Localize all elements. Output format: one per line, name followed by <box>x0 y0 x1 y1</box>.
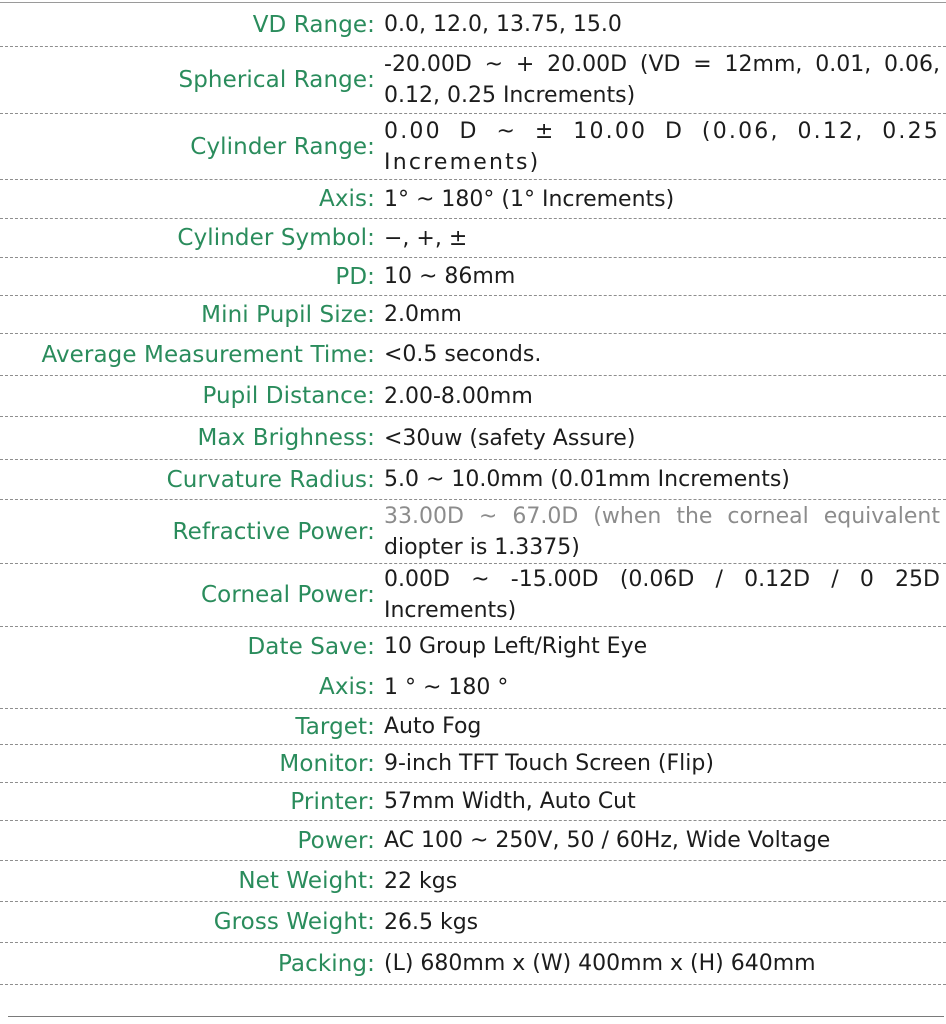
spec-value: 26.5 kgs <box>384 909 479 935</box>
spec-label: Printer <box>290 788 368 815</box>
spec-value: AC 100 ~ 250V, 50 / 60Hz, Wide Voltage <box>384 828 831 853</box>
spec-label: VD Range <box>252 11 368 38</box>
spec-value: 0.00D ~ -15.00D (0.06D / 0.12D / 0 25D Increments) <box>384 567 940 623</box>
spec-label: Curvature Radius <box>166 466 368 493</box>
spec-row-axis: Axis: 1° ~ 180° (1° Increments) <box>0 180 946 219</box>
spec-value: −, +, ± <box>384 225 468 251</box>
spec-label: Target <box>295 713 368 740</box>
spec-value: Auto Fog <box>384 714 482 739</box>
spec-label: Axis <box>319 674 368 700</box>
spec-value: -20.00D ~ + 20.00D (VD = 12mm, 0.01, 0.06, 0.12, 0.25 Increments) <box>384 52 940 108</box>
spec-label: Net Weight <box>238 868 368 894</box>
spec-table <box>0 3 946 985</box>
spec-row-mini-pupil-size: Mini Pupil Size: 2.0mm <box>0 296 946 334</box>
spec-row-axis-2: Axis: 1 ° ~ 180 ° <box>0 666 946 709</box>
spec-value: 0.00 D ~ ± 10.00 D (0.06, 0.12, 0.25 Increments) <box>384 118 940 175</box>
spec-row-gross-weight: Gross Weight: 26.5 kgs <box>0 902 946 943</box>
spec-label: Average Measurement Time <box>41 341 368 368</box>
spec-row-packing: Packing: (L) 680mm x (W) 400mm x (H) 640mm <box>0 943 946 985</box>
spec-value <box>375 501 946 563</box>
spec-row-date-save: Date Save: 10 Group Left/Right Eye <box>0 627 946 666</box>
spec-row-net-weight: Net Weight: 22 kgs <box>0 861 946 902</box>
spec-row-power: Power: AC 100 ~ 250V, 50 / 60Hz, Wide Voltage <box>0 821 946 861</box>
spec-row-cylinder-range: Cylinder Range: 0.00 D ~ ± 10.00 D (0.06, 0.12, 0.25 Increments) <box>0 114 946 180</box>
spec-label: Packing <box>277 950 368 977</box>
spec-row-vd-range: VD Range: 0.0, 12.0, 13.75, 15.0 <box>0 3 946 47</box>
spec-value: <30uw (safety Assure) <box>384 425 636 451</box>
spec-label: Spherical Range <box>178 67 368 93</box>
spec-label: Refractive Power <box>172 518 368 545</box>
spec-label: Mini Pupil Size <box>201 301 368 328</box>
spec-row-printer: Printer: 57mm Width, Auto Cut <box>0 783 946 821</box>
spec-value: 22 kgs <box>384 868 458 894</box>
spec-label: Max Brighness <box>197 425 368 451</box>
spec-value: 10 ~ 86mm <box>384 264 516 289</box>
spec-label: Pupil Distance <box>202 383 368 409</box>
spec-row-corneal-power: Corneal Power: 0.00D ~ -15.00D (0.06D / 0.12D / 0 25D Increments) <box>0 564 946 627</box>
spec-value: 0.0, 12.0, 13.75, 15.0 <box>384 12 622 37</box>
spec-value: 10 Group Left/Right Eye <box>384 634 648 659</box>
spec-value-muted: 33.00D ~ 67.0D (when the corneal equivalent <box>384 503 940 529</box>
spec-value-rest: diopter is 1.3375) <box>384 534 580 560</box>
spec-label: Date Save <box>247 633 368 660</box>
spec-row-max-brightness: Max Brighness: <30uw (safety Assure) <box>0 417 946 460</box>
spec-row-curvature-radius: Curvature Radius: 5.0 ~ 10.0mm (0.01mm Increments) <box>0 460 946 500</box>
spec-label: Cylinder Range <box>190 133 368 160</box>
spec-label: Monitor <box>279 750 368 777</box>
spec-row-target: Target: Auto Fog <box>0 709 946 745</box>
spec-value: 1° ~ 180° (1° Increments) <box>384 186 675 212</box>
spec-label: Corneal Power <box>200 582 368 608</box>
spec-value: 2.0mm <box>384 302 462 327</box>
spec-value: 57mm Width, Auto Cut <box>384 789 636 814</box>
spec-label: Gross Weight <box>213 909 368 935</box>
spec-row-pupil-distance: Pupil Distance: 2.00-8.00mm <box>0 376 946 417</box>
spec-label: Axis <box>319 186 368 212</box>
spec-value: 9-inch TFT Touch Screen (Flip) <box>384 751 714 776</box>
spec-row-pd: PD: 10 ~ 86mm <box>0 258 946 296</box>
spec-value: (L) 680mm x (W) 400mm x (H) 640mm <box>384 951 816 976</box>
spec-row-refractive-power: Refractive Power: 33.00D ~ 67.0D (when the corneal equivalent diopter is 1.3375) <box>0 500 946 564</box>
spec-row-spherical-range: Spherical Range: -20.00D ~ + 20.00D (VD = 12mm, 0.01, 0.06, 0.12, 0.25 Increments) <box>0 47 946 114</box>
spec-value: 2.00-8.00mm <box>384 383 533 409</box>
bottom-rule <box>8 1016 944 1017</box>
spec-row-average-measurement-time: Average Measurement Time: <0.5 seconds. <box>0 334 946 376</box>
spec-value: <0.5 seconds. <box>384 342 542 367</box>
spec-value: 5.0 ~ 10.0mm (0.01mm Increments) <box>384 467 790 492</box>
spec-label: PD <box>335 263 368 290</box>
spec-row-monitor: Monitor: 9-inch TFT Touch Screen (Flip) <box>0 745 946 783</box>
spec-label: Cylinder Symbol <box>177 225 368 251</box>
spec-label: Power <box>297 827 368 854</box>
spec-row-cylinder-symbol: Cylinder Symbol: −, +, ± <box>0 219 946 258</box>
spec-value: 1 ° ~ 180 ° <box>384 674 509 700</box>
